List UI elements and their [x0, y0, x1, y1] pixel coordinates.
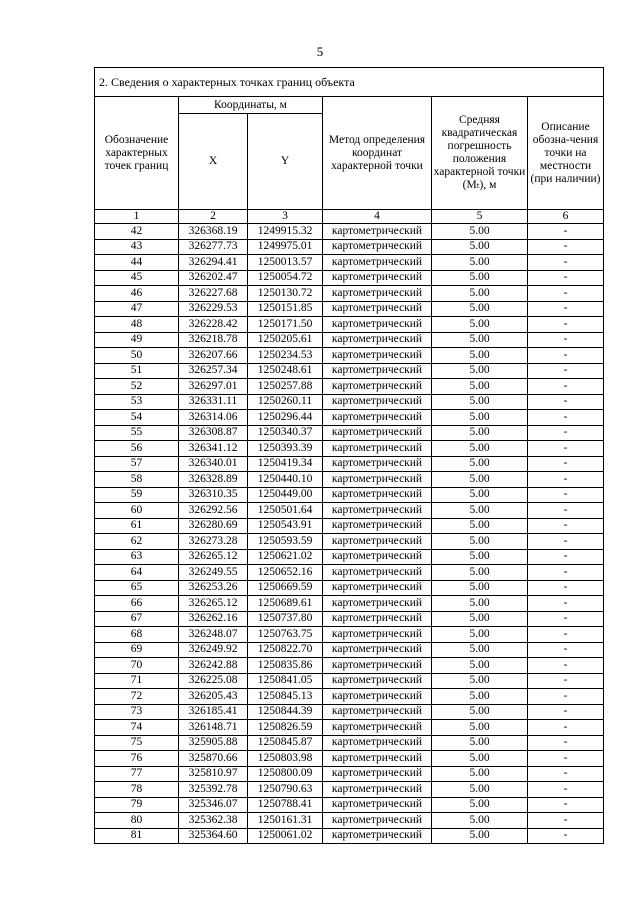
y-coordinate-cell: 1250260.11 [248, 394, 323, 410]
accuracy-cell: 5.00 [432, 828, 528, 844]
description-cell: - [528, 782, 604, 798]
column-number: 6 [528, 210, 604, 224]
y-coordinate-cell: 1250621.02 [248, 549, 323, 565]
description-cell: - [528, 379, 604, 395]
point-id-cell: 61 [95, 518, 179, 534]
method-cell: картометрический [323, 766, 432, 782]
y-coordinate-cell: 1250788.41 [248, 797, 323, 813]
method-cell: картометрический [323, 255, 432, 271]
accuracy-cell: 5.00 [432, 720, 528, 736]
method-cell: картометрический [323, 332, 432, 348]
method-cell: картометрический [323, 503, 432, 519]
method-cell: картометрический [323, 627, 432, 643]
description-cell: - [528, 813, 604, 829]
accuracy-cell: 5.00 [432, 689, 528, 705]
y-coordinate-cell: 1250161.31 [248, 813, 323, 829]
accuracy-cell: 5.00 [432, 503, 528, 519]
x-coordinate-cell: 326273.28 [179, 534, 248, 550]
point-id-cell: 46 [95, 286, 179, 302]
y-coordinate-cell: 1250257.88 [248, 379, 323, 395]
point-id-cell: 47 [95, 301, 179, 317]
description-cell: - [528, 270, 604, 286]
point-id-cell: 81 [95, 828, 179, 844]
method-cell: картометрический [323, 704, 432, 720]
table-row [95, 751, 604, 767]
accuracy-cell: 5.00 [432, 255, 528, 271]
description-cell: - [528, 673, 604, 689]
x-coordinate-cell: 326257.34 [179, 363, 248, 379]
y-coordinate-cell: 1250844.39 [248, 704, 323, 720]
y-coordinate-cell: 1250171.50 [248, 317, 323, 333]
description-cell: - [528, 735, 604, 751]
table-row [95, 301, 604, 317]
x-coordinate-cell: 326225.08 [179, 673, 248, 689]
table-row [95, 704, 604, 720]
point-id-cell: 79 [95, 797, 179, 813]
method-cell: картометрический [323, 410, 432, 426]
point-id-cell: 44 [95, 255, 179, 271]
method-cell: картометрический [323, 596, 432, 612]
x-coordinate-cell: 326207.66 [179, 348, 248, 364]
table-row [95, 642, 604, 658]
accuracy-cell: 5.00 [432, 224, 528, 240]
table-row [95, 487, 604, 503]
method-cell: картометрический [323, 720, 432, 736]
y-coordinate-cell: 1250835.86 [248, 658, 323, 674]
table-row [95, 627, 604, 643]
accuracy-cell: 5.00 [432, 611, 528, 627]
point-id-cell: 53 [95, 394, 179, 410]
point-id-cell: 62 [95, 534, 179, 550]
accuracy-cell: 5.00 [432, 627, 528, 643]
accuracy-cell: 5.00 [432, 270, 528, 286]
accuracy-cell: 5.00 [432, 239, 528, 255]
page-number: 5 [316, 44, 324, 59]
method-cell: картометрический [323, 580, 432, 596]
y-coordinate-cell: 1250419.34 [248, 456, 323, 472]
header-description: Описание обозна-чения точки на местности (при наличии) [528, 97, 604, 210]
accuracy-cell: 5.00 [432, 549, 528, 565]
description-cell: - [528, 441, 604, 457]
table-row [95, 286, 604, 302]
table-row [95, 565, 604, 581]
table-row [95, 735, 604, 751]
table-row [95, 410, 604, 426]
y-coordinate-cell: 1250061.02 [248, 828, 323, 844]
y-coordinate-cell: 1250205.61 [248, 332, 323, 348]
header-coords: Координаты, м [179, 97, 323, 114]
method-cell: картометрический [323, 425, 432, 441]
description-cell: - [528, 596, 604, 612]
description-cell: - [528, 689, 604, 705]
x-coordinate-cell: 326368.19 [179, 224, 248, 240]
y-coordinate-cell: 1250130.72 [248, 286, 323, 302]
method-cell: картометрический [323, 782, 432, 798]
point-id-cell: 80 [95, 813, 179, 829]
description-cell: - [528, 224, 604, 240]
method-cell: картометрический [323, 317, 432, 333]
method-cell: картометрический [323, 224, 432, 240]
description-cell: - [528, 797, 604, 813]
y-coordinate-cell: 1250845.87 [248, 735, 323, 751]
description-cell: - [528, 720, 604, 736]
x-coordinate-cell: 326262.16 [179, 611, 248, 627]
y-coordinate-cell: 1250841.05 [248, 673, 323, 689]
table-row [95, 363, 604, 379]
method-cell: картометрический [323, 549, 432, 565]
description-cell: - [528, 410, 604, 426]
x-coordinate-cell: 326328.89 [179, 472, 248, 488]
y-coordinate-cell: 1250440.10 [248, 472, 323, 488]
accuracy-cell: 5.00 [432, 658, 528, 674]
x-coordinate-cell: 326227.68 [179, 286, 248, 302]
method-cell: картометрический [323, 394, 432, 410]
x-coordinate-cell: 325905.88 [179, 735, 248, 751]
x-coordinate-cell: 326253.26 [179, 580, 248, 596]
x-coordinate-cell: 325364.60 [179, 828, 248, 844]
x-coordinate-cell: 325870.66 [179, 751, 248, 767]
x-coordinate-cell: 326185.41 [179, 704, 248, 720]
method-cell: картометрический [323, 286, 432, 302]
header-point: Обозначение характерных точек границ [95, 97, 179, 210]
point-id-cell: 74 [95, 720, 179, 736]
point-id-cell: 43 [95, 239, 179, 255]
y-coordinate-cell: 1250763.75 [248, 627, 323, 643]
accuracy-cell: 5.00 [432, 565, 528, 581]
method-cell: картометрический [323, 611, 432, 627]
x-coordinate-cell: 325392.78 [179, 782, 248, 798]
method-cell: картометрический [323, 642, 432, 658]
x-coordinate-cell: 326331.11 [179, 394, 248, 410]
y-coordinate-cell: 1250151.85 [248, 301, 323, 317]
description-cell: - [528, 503, 604, 519]
y-coordinate-cell: 1250826.59 [248, 720, 323, 736]
accuracy-cell: 5.00 [432, 317, 528, 333]
x-coordinate-cell: 326228.42 [179, 317, 248, 333]
accuracy-cell: 5.00 [432, 410, 528, 426]
method-cell: картометрический [323, 658, 432, 674]
column-number: 2 [179, 210, 248, 224]
description-cell: - [528, 487, 604, 503]
description-cell: - [528, 255, 604, 271]
x-coordinate-cell: 326205.43 [179, 689, 248, 705]
method-cell: картометрический [323, 534, 432, 550]
description-cell: - [528, 565, 604, 581]
accuracy-cell: 5.00 [432, 348, 528, 364]
accuracy-cell: 5.00 [432, 301, 528, 317]
accuracy-cell: 5.00 [432, 286, 528, 302]
table-row [95, 348, 604, 364]
accuracy-cell: 5.00 [432, 782, 528, 798]
y-coordinate-cell: 1250501.64 [248, 503, 323, 519]
y-coordinate-cell: 1250393.39 [248, 441, 323, 457]
x-coordinate-cell: 326297.01 [179, 379, 248, 395]
point-id-cell: 63 [95, 549, 179, 565]
point-id-cell: 77 [95, 766, 179, 782]
y-coordinate-cell: 1250248.61 [248, 363, 323, 379]
table-row [95, 224, 604, 240]
y-coordinate-cell: 1250803.98 [248, 751, 323, 767]
method-cell: картометрический [323, 565, 432, 581]
accuracy-cell: 5.00 [432, 332, 528, 348]
x-coordinate-cell: 326202.47 [179, 270, 248, 286]
y-coordinate-cell: 1250593.59 [248, 534, 323, 550]
description-cell: - [528, 348, 604, 364]
method-cell: картометрический [323, 379, 432, 395]
y-coordinate-cell: 1250790.63 [248, 782, 323, 798]
point-id-cell: 67 [95, 611, 179, 627]
accuracy-cell: 5.00 [432, 580, 528, 596]
method-cell: картометрический [323, 441, 432, 457]
method-cell: картометрический [323, 270, 432, 286]
table-row [95, 766, 604, 782]
y-coordinate-cell: 1250822.70 [248, 642, 323, 658]
y-coordinate-cell: 1250800.09 [248, 766, 323, 782]
point-id-cell: 60 [95, 503, 179, 519]
table-row [95, 797, 604, 813]
accuracy-cell: 5.00 [432, 813, 528, 829]
point-id-cell: 65 [95, 580, 179, 596]
accuracy-cell: 5.00 [432, 425, 528, 441]
y-coordinate-cell: 1250234.53 [248, 348, 323, 364]
table-row [95, 673, 604, 689]
method-cell: картометрический [323, 301, 432, 317]
x-coordinate-cell: 326249.92 [179, 642, 248, 658]
description-cell: - [528, 766, 604, 782]
accuracy-cell: 5.00 [432, 456, 528, 472]
point-id-cell: 45 [95, 270, 179, 286]
accuracy-cell: 5.00 [432, 797, 528, 813]
table-row [95, 472, 604, 488]
point-id-cell: 78 [95, 782, 179, 798]
point-id-cell: 54 [95, 410, 179, 426]
x-coordinate-cell: 326265.12 [179, 549, 248, 565]
table-row [95, 782, 604, 798]
accuracy-cell: 5.00 [432, 735, 528, 751]
y-coordinate-cell: 1250296.44 [248, 410, 323, 426]
y-coordinate-cell: 1250054.72 [248, 270, 323, 286]
method-cell: картометрический [323, 487, 432, 503]
y-coordinate-cell: 1250669.59 [248, 580, 323, 596]
description-cell: - [528, 332, 604, 348]
x-coordinate-cell: 326218.78 [179, 332, 248, 348]
y-coordinate-cell: 1250845.13 [248, 689, 323, 705]
description-cell: - [528, 828, 604, 844]
description-cell: - [528, 425, 604, 441]
table-row [95, 658, 604, 674]
accuracy-cell: 5.00 [432, 704, 528, 720]
point-id-cell: 42 [95, 224, 179, 240]
point-id-cell: 56 [95, 441, 179, 457]
accuracy-cell: 5.00 [432, 394, 528, 410]
table-row [95, 580, 604, 596]
section-title: 2. Сведения о характерных точках границ объекта [95, 68, 604, 97]
table-row [95, 255, 604, 271]
description-cell: - [528, 534, 604, 550]
description-cell: - [528, 611, 604, 627]
point-id-cell: 66 [95, 596, 179, 612]
method-cell: картометрический [323, 348, 432, 364]
y-coordinate-cell: 1249915.32 [248, 224, 323, 240]
point-id-cell: 71 [95, 673, 179, 689]
y-coordinate-cell: 1250543.91 [248, 518, 323, 534]
point-id-cell: 76 [95, 751, 179, 767]
point-id-cell: 69 [95, 642, 179, 658]
description-cell: - [528, 658, 604, 674]
table-row [95, 689, 604, 705]
table-row [95, 534, 604, 550]
description-cell: - [528, 549, 604, 565]
accuracy-cell: 5.00 [432, 766, 528, 782]
point-id-cell: 52 [95, 379, 179, 395]
method-cell: картометрический [323, 239, 432, 255]
point-id-cell: 68 [95, 627, 179, 643]
y-coordinate-cell: 1250737.80 [248, 611, 323, 627]
table-row [95, 720, 604, 736]
table-row [95, 239, 604, 255]
description-cell: - [528, 751, 604, 767]
point-id-cell: 51 [95, 363, 179, 379]
y-coordinate-cell: 1249975.01 [248, 239, 323, 255]
table-row [95, 441, 604, 457]
x-coordinate-cell: 326148.71 [179, 720, 248, 736]
method-cell: картометрический [323, 735, 432, 751]
x-coordinate-cell: 326308.87 [179, 425, 248, 441]
accuracy-cell: 5.00 [432, 379, 528, 395]
accuracy-cell: 5.00 [432, 518, 528, 534]
x-coordinate-cell: 326242.88 [179, 658, 248, 674]
method-cell: картометрический [323, 797, 432, 813]
point-id-cell: 50 [95, 348, 179, 364]
method-cell: картометрический [323, 813, 432, 829]
description-cell: - [528, 456, 604, 472]
description-cell: - [528, 239, 604, 255]
header-method: Метод определения координат характерной точки [323, 97, 432, 210]
description-cell: - [528, 704, 604, 720]
method-cell: картометрический [323, 751, 432, 767]
x-coordinate-cell: 326292.56 [179, 503, 248, 519]
table-row [95, 332, 604, 348]
table-row [95, 456, 604, 472]
point-id-cell: 57 [95, 456, 179, 472]
accuracy-cell: 5.00 [432, 751, 528, 767]
x-coordinate-cell: 326229.53 [179, 301, 248, 317]
description-cell: - [528, 580, 604, 596]
method-cell: картометрический [323, 456, 432, 472]
description-cell: - [528, 394, 604, 410]
accuracy-cell: 5.00 [432, 363, 528, 379]
point-id-cell: 75 [95, 735, 179, 751]
y-coordinate-cell: 1250013.57 [248, 255, 323, 271]
table-row [95, 379, 604, 395]
boundary-points-table [94, 67, 604, 844]
description-cell: - [528, 286, 604, 302]
point-id-cell: 70 [95, 658, 179, 674]
method-cell: картометрический [323, 472, 432, 488]
table-row [95, 270, 604, 286]
x-coordinate-cell: 326340.01 [179, 456, 248, 472]
table-row [95, 503, 604, 519]
accuracy-cell: 5.00 [432, 487, 528, 503]
accuracy-cell: 5.00 [432, 441, 528, 457]
header-accuracy: Средняя квадратическая погрешность положения характерной точки (Mₜ), м [432, 97, 528, 210]
x-coordinate-cell: 326341.12 [179, 441, 248, 457]
method-cell: картометрический [323, 828, 432, 844]
table-row [95, 828, 604, 844]
accuracy-cell: 5.00 [432, 642, 528, 658]
table-row [95, 394, 604, 410]
description-cell: - [528, 642, 604, 658]
table-row [95, 549, 604, 565]
column-number: 3 [248, 210, 323, 224]
column-number: 4 [323, 210, 432, 224]
description-cell: - [528, 317, 604, 333]
point-id-cell: 59 [95, 487, 179, 503]
method-cell: картометрический [323, 689, 432, 705]
point-id-cell: 64 [95, 565, 179, 581]
point-id-cell: 48 [95, 317, 179, 333]
method-cell: картометрический [323, 518, 432, 534]
header-y: Y [248, 114, 323, 210]
column-number: 1 [95, 210, 179, 224]
x-coordinate-cell: 326249.55 [179, 565, 248, 581]
table-row [95, 518, 604, 534]
table-row [95, 611, 604, 627]
description-cell: - [528, 301, 604, 317]
description-cell: - [528, 472, 604, 488]
table-row [95, 813, 604, 829]
table-row [95, 596, 604, 612]
description-cell: - [528, 363, 604, 379]
y-coordinate-cell: 1250689.61 [248, 596, 323, 612]
table-row [95, 425, 604, 441]
method-cell: картометрический [323, 363, 432, 379]
x-coordinate-cell: 326248.07 [179, 627, 248, 643]
point-id-cell: 49 [95, 332, 179, 348]
header-x: X [179, 114, 248, 210]
x-coordinate-cell: 325346.07 [179, 797, 248, 813]
x-coordinate-cell: 326280.69 [179, 518, 248, 534]
x-coordinate-cell: 326314.06 [179, 410, 248, 426]
point-id-cell: 58 [95, 472, 179, 488]
accuracy-cell: 5.00 [432, 673, 528, 689]
table-row [95, 317, 604, 333]
accuracy-cell: 5.00 [432, 596, 528, 612]
method-cell: картометрический [323, 673, 432, 689]
column-number: 5 [432, 210, 528, 224]
description-cell: - [528, 627, 604, 643]
y-coordinate-cell: 1250449.00 [248, 487, 323, 503]
accuracy-cell: 5.00 [432, 472, 528, 488]
x-coordinate-cell: 325810.97 [179, 766, 248, 782]
x-coordinate-cell: 326294.41 [179, 255, 248, 271]
description-cell: - [528, 518, 604, 534]
x-coordinate-cell: 326265.12 [179, 596, 248, 612]
accuracy-cell: 5.00 [432, 534, 528, 550]
x-coordinate-cell: 326310.35 [179, 487, 248, 503]
x-coordinate-cell: 326277.73 [179, 239, 248, 255]
y-coordinate-cell: 1250340.37 [248, 425, 323, 441]
point-id-cell: 73 [95, 704, 179, 720]
y-coordinate-cell: 1250652.16 [248, 565, 323, 581]
point-id-cell: 72 [95, 689, 179, 705]
x-coordinate-cell: 325362.38 [179, 813, 248, 829]
point-id-cell: 55 [95, 425, 179, 441]
